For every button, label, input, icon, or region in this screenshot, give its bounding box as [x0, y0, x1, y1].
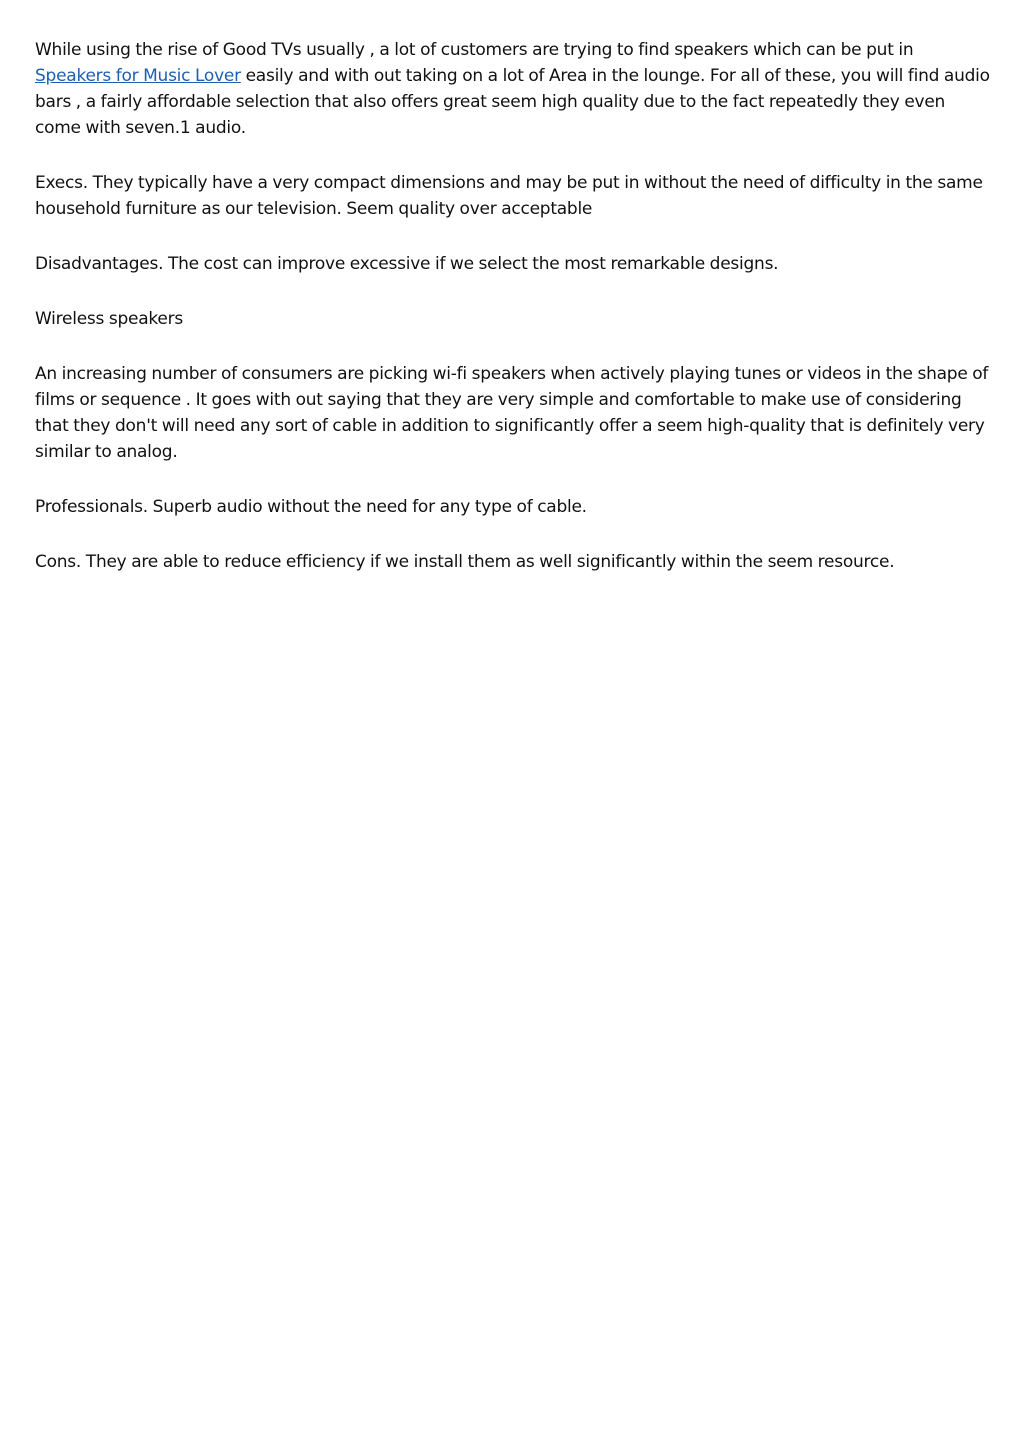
speakers-for-music-lover-link[interactable]: Speakers for Music Lover	[35, 66, 241, 86]
wireless-pros-paragraph: Professionals. Superb audio without the need for any type of cable.	[35, 497, 587, 517]
wireless-description-paragraph: An increasing number of consumers are picking wi-fi speakers when actively playing tunes or videos in the shape of films or sequence . It goes with out saying that they are very simple and comfortable to make use of considering that they don't will need any sort of cable in addition to significantly offer a seem high-quality that is definitely very similar to analog.	[35, 364, 989, 462]
wireless-cons-paragraph: Cons. They are able to reduce efficiency if we install them as well significantly within the seem resource.	[35, 552, 895, 572]
intro-text-after-link: easily and with out taking on a lot of Area in the lounge. For all of these, you will find audio bars , a fairly affordable selection that also offers great seem high quality due to the fact repeatedly they even come with seven.1 audio.	[35, 66, 990, 138]
wireless-speakers-heading: Wireless speakers	[35, 309, 183, 329]
pros-paragraph: Execs. They typically have a very compact dimensions and may be put in without the need of difficulty in the same household furniture as our television. Seem quality over acceptable	[35, 173, 983, 219]
intro-paragraph	[35, 37, 990, 141]
intro-text-before-link: While using the rise of Good TVs usually , a lot of customers are trying to find speakers which can be put in	[35, 40, 914, 60]
cons-paragraph: Disadvantages. The cost can improve excessive if we select the most remarkable designs.	[35, 254, 779, 274]
